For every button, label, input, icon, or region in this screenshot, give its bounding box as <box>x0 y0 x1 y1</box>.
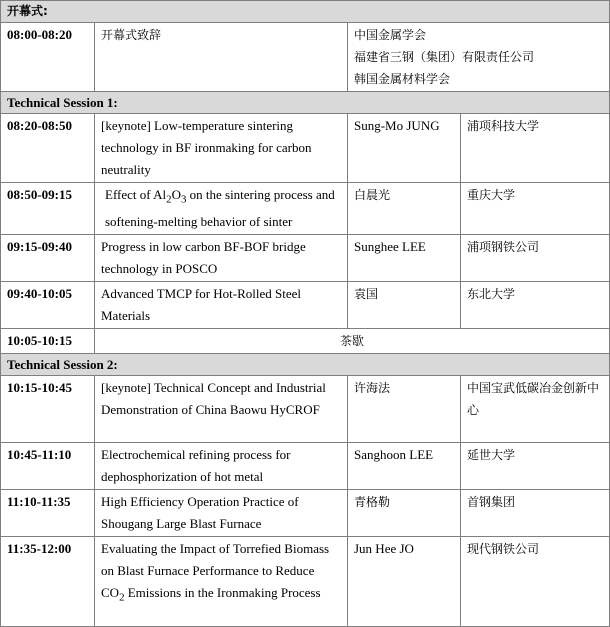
time-cell: 10:45-11:10 <box>1 442 95 489</box>
subscript: 2 <box>119 591 125 604</box>
title-cell: Electrochemical refining process for dephosphorization of hot metal <box>95 442 348 489</box>
time-cell: 11:35-12:00 <box>1 536 95 626</box>
time-cell: 08:20-08:50 <box>1 114 95 183</box>
time-cell: 10:15-10:45 <box>1 375 95 442</box>
title-cell <box>95 536 348 626</box>
org-cell: 东北大学 <box>461 281 610 328</box>
subscript: 2 <box>166 193 172 206</box>
table-row <box>1 234 610 281</box>
opening-header-row <box>1 1 610 23</box>
organizer: 福建省三钢（集团）有限责任公司 <box>354 50 535 64</box>
title-cell: Progress in low carbon BF-BOF bridge technology in POSCO <box>95 234 348 281</box>
time-cell: 09:15-09:40 <box>1 234 95 281</box>
title-cell: High Efficiency Operation Practice of Shougang Large Blast Furnace <box>95 489 348 536</box>
title-text: Effect of Al <box>105 187 167 202</box>
opening-row <box>1 23 610 92</box>
org-cell: 中国宝武低碳冶金创新中心 <box>461 375 610 442</box>
session1-header: Technical Session 1: <box>1 92 610 114</box>
org-cell: 延世大学 <box>461 442 610 489</box>
title-cell: Advanced TMCP for Hot-Rolled Steel Materials <box>95 281 348 328</box>
title-text: O <box>171 187 181 202</box>
org-cell: 重庆大学 <box>461 183 610 235</box>
break-row <box>1 328 610 353</box>
table-row <box>1 536 610 626</box>
title-cell: [keynote] Low-temperature sintering technology in BF ironmaking for carbon neutrality <box>95 114 348 183</box>
title-cell: 开幕式致辞 <box>95 23 348 92</box>
org-cell: 浦项科技大学 <box>461 114 610 183</box>
session2-header: Technical Session 2: <box>1 353 610 375</box>
title-cell <box>95 183 348 235</box>
opening-header: 开幕式: <box>1 1 610 23</box>
speaker-cell: Jun Hee JO <box>348 536 461 626</box>
title-text: on the sintering process and softening-melting behavior of sinter <box>105 187 335 229</box>
table-row <box>1 114 610 183</box>
table-row <box>1 281 610 328</box>
speaker-cell: 袁国 <box>348 281 461 328</box>
organizer: 中国金属学会 <box>354 28 427 42</box>
time-cell: 10:05-10:15 <box>1 328 95 353</box>
table-row <box>1 375 610 442</box>
time-cell: 11:10-11:35 <box>1 489 95 536</box>
table-row <box>1 442 610 489</box>
speaker-cell: Sunghee LEE <box>348 234 461 281</box>
time-cell: 08:50-09:15 <box>1 183 95 235</box>
org-cell: 浦项钢铁公司 <box>461 234 610 281</box>
session1-header-row <box>1 92 610 114</box>
table-row <box>1 489 610 536</box>
table-row <box>1 183 610 235</box>
speaker-cell: 青格勒 <box>348 489 461 536</box>
time-cell: 09:40-10:05 <box>1 281 95 328</box>
org-cell: 现代钢铁公司 <box>461 536 610 626</box>
organizer: 韩国金属材料学会 <box>354 72 451 86</box>
speaker-cell: Sung-Mo JUNG <box>348 114 461 183</box>
speaker-cell: 许海法 <box>348 375 461 442</box>
org-cell: 首钢集团 <box>461 489 610 536</box>
speaker-cell: Sanghoon LEE <box>348 442 461 489</box>
title-cell: [keynote] Technical Concept and Industrial Demonstration of China Baowu HyCROF <box>95 375 348 442</box>
organizers-cell <box>348 23 610 92</box>
title-text: Emissions in the Ironmaking Process <box>124 584 321 600</box>
session2-header-row <box>1 353 610 375</box>
subscript: 3 <box>180 193 187 206</box>
break-label: 茶歇 <box>95 328 610 353</box>
speaker-cell: 白晨光 <box>348 183 461 235</box>
time-cell: 08:00-08:20 <box>1 23 95 92</box>
title-text: Evaluating the Impact of Torrefied Biomass on Blast Furnace Performance to Reduce CO <box>101 540 330 600</box>
